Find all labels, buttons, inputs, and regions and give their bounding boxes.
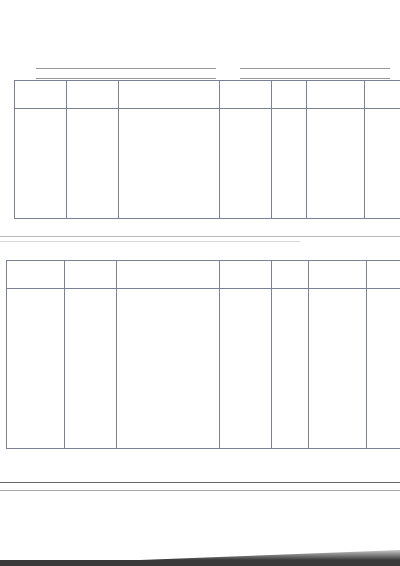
col-header-tax-amount xyxy=(220,81,272,109)
col-header-tax-date-2 xyxy=(7,261,65,289)
col-header-registrar-2 xyxy=(366,261,400,289)
col-header-due-date-2 xyxy=(64,261,116,289)
col-header-surcharge-2 xyxy=(272,261,308,289)
col-header-receipt-2 xyxy=(117,261,220,289)
col-header-tax-date xyxy=(15,81,67,109)
col-header-recorder-2 xyxy=(308,261,366,289)
col-header-receipt xyxy=(119,81,220,109)
col-header-tax-amount-2 xyxy=(220,261,272,289)
col-header-due-date xyxy=(67,81,119,109)
tax-table-top xyxy=(14,80,400,219)
col-header-registrar xyxy=(364,81,400,109)
col-header-recorder xyxy=(306,81,364,109)
col-header-surcharge xyxy=(272,81,306,109)
tax-table-bottom xyxy=(6,260,400,449)
